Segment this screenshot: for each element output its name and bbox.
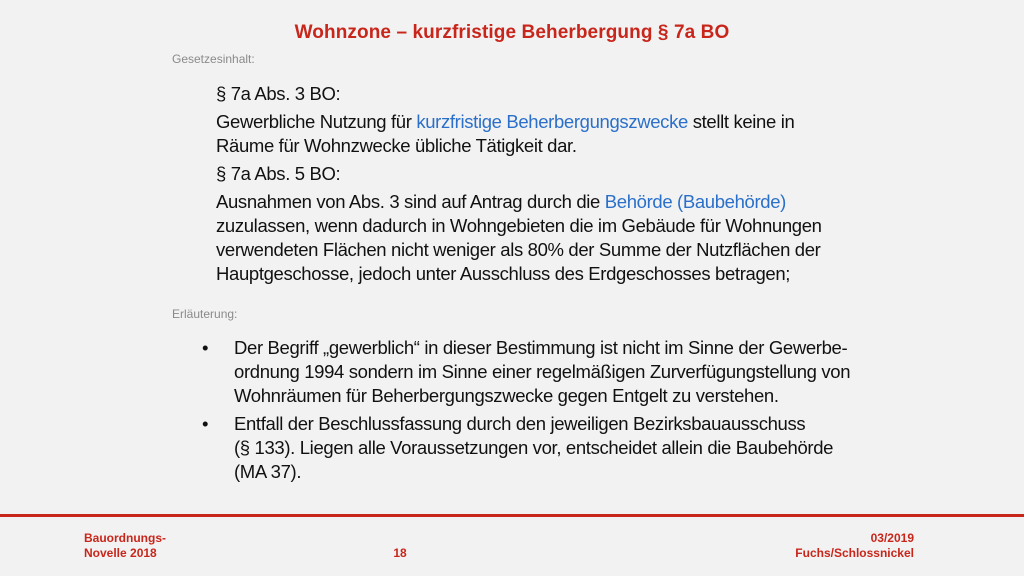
section1-text-post: stellt keine in Räume für Wohnzwecke übliche Tätigkeit dar.: [216, 111, 795, 156]
slide-title: Wohnzone – kurzfristige Beherbergung § 7a BO: [294, 22, 730, 43]
bullet-1-line-2: ordnung 1994 sondern im Sinne einer regelmäßigen Zurverfügungstellung von: [234, 361, 851, 382]
page-number: 18: [393, 546, 407, 560]
bullet-2-line-3: (MA 37).: [234, 461, 302, 482]
footer-divider: [0, 514, 1024, 517]
footer-left-line-1: Bauordnungs-: [84, 531, 166, 545]
bullet-icon: •: [202, 337, 209, 358]
footer-right-line-1: 03/2019: [870, 531, 914, 545]
explanation-list: [200, 336, 860, 484]
explanation-bullet-2: [200, 412, 860, 484]
explanation-bullet-1: [200, 336, 860, 408]
bullet-icon: •: [202, 413, 209, 434]
section2-text: [216, 190, 836, 286]
bullet-1-line-1: Der Begriff „gewerblich“ in dieser Bestimmung ist nicht im Sinne der Gewerbe-: [234, 337, 848, 358]
section1-heading: § 7a Abs. 3 BO:: [216, 83, 341, 104]
footer-right-line-2: Fuchs/Schlossnickel: [795, 546, 914, 560]
section1-text: [216, 110, 801, 158]
gesetzesinhalt-label: Gesetzesinhalt:: [172, 52, 255, 66]
section2-text-post: zuzulassen, wenn dadurch in Wohngebieten die im Gebäude für Wohnungen verwendeten Flächen nicht weniger als 80% der Summe der Nutzflächen der Hauptgeschosse, jedoch unter Ausschluss des Erdgeschosses betragen;: [216, 215, 822, 284]
bullet-2-line-1: Entfall der Beschlussfassung durch den jeweiligen Bezirksbauausschuss: [234, 413, 806, 434]
footer-right: [795, 531, 914, 561]
footer-left: [84, 531, 166, 561]
bullet-2-line-2: (§ 133). Liegen alle Voraussetzungen vor, entscheidet allein die Baubehörde: [234, 437, 834, 458]
footer-left-line-2: Novelle 2018: [84, 546, 157, 560]
section1-text-pre: Gewerbliche Nutzung für: [216, 111, 417, 132]
section1-highlight: kurzfristige Beherbergungszwecke: [416, 111, 688, 132]
bullet-1-line-3: Wohnräumen für Beherbergungszwecke gegen Entgelt zu verstehen.: [234, 385, 779, 406]
section2-text-pre: Ausnahmen von Abs. 3 sind auf Antrag durch die: [216, 191, 605, 212]
section2-heading: § 7a Abs. 5 BO:: [216, 163, 341, 184]
section2-highlight: Behörde (Baubehörde): [604, 191, 786, 212]
erlaeuterung-label: Erläuterung:: [172, 307, 238, 321]
law-content: [216, 82, 856, 286]
